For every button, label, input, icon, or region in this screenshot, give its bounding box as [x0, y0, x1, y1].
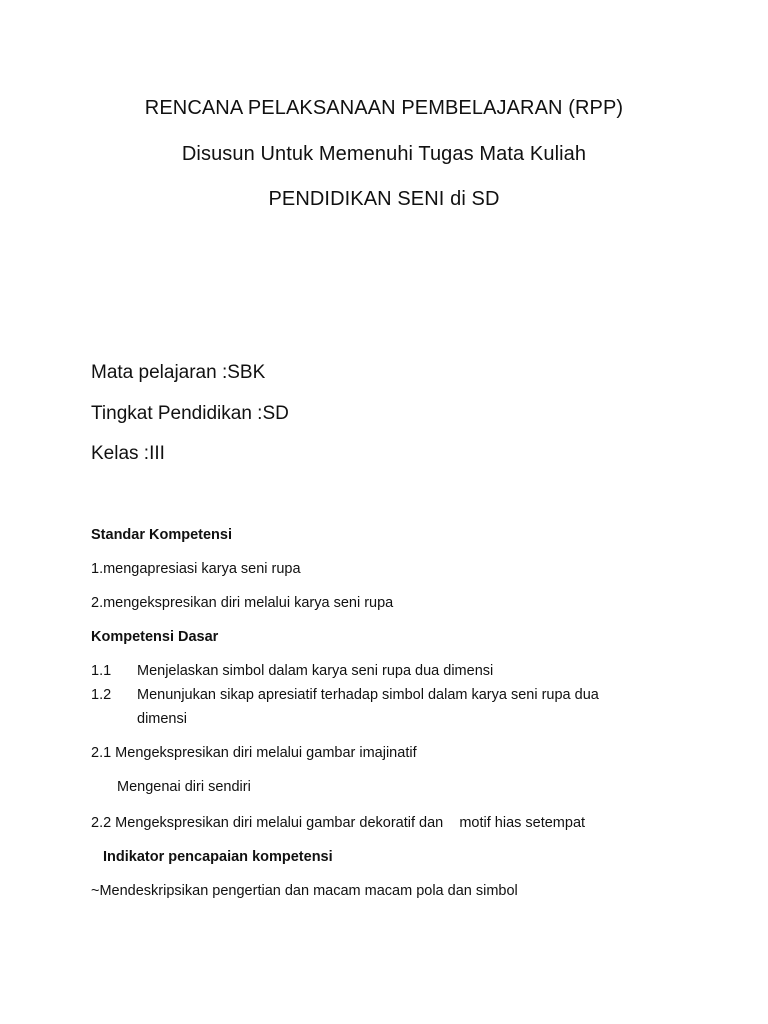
- dasar-item-1: [91, 663, 493, 679]
- dasar-item-1-number: 1.1: [91, 663, 112, 679]
- education-level-line: Tingkat Pendidikan :SD: [91, 403, 289, 424]
- document-title: RENCANA PELAKSANAAN PEMBELAJARAN (RPP): [144, 97, 624, 119]
- standar-item-2: 2.mengekspresikan diri melalui karya seni rupa: [91, 595, 394, 611]
- dasar-item-2-continuation: dimensi: [137, 711, 187, 727]
- subject-line: Mata pelajaran :SBK: [91, 362, 266, 383]
- standar-item-1: 1.mengapresiasi karya seni rupa: [91, 561, 301, 577]
- standar-kompetensi-heading: Standar Kompetensi: [91, 527, 232, 543]
- dasar-item-1-text: Menjelaskan simbol dalam karya seni rupa dua dimensi: [137, 663, 494, 679]
- course-name: PENDIDIKAN SENI di SD: [268, 188, 500, 210]
- class-line: Kelas :III: [91, 443, 165, 464]
- dasar-item-2-text: Menunjukan sikap apresiatif terhadap simbol dalam karya seni rupa dua: [137, 687, 599, 703]
- dasar-item-2-number: 1.2: [91, 687, 112, 703]
- dasar-item-2: [91, 687, 599, 703]
- document-subtitle: Disusun Untuk Memenuhi Tugas Mata Kuliah: [181, 143, 587, 165]
- kompetensi-dasar-heading: Kompetensi Dasar: [91, 629, 219, 645]
- dasar-item-3-continuation: Mengenai diri sendiri: [117, 779, 251, 795]
- indikator-item-1: ~Mendeskripsikan pengertian dan macam macam pola dan simbol: [91, 883, 518, 899]
- dasar-item-3: 2.1 Mengekspresikan diri melalui gambar imajinatif: [91, 745, 417, 761]
- dasar-item-4: 2.2 Mengekspresikan diri melalui gambar dekoratif dan motif hias setempat: [91, 815, 586, 831]
- indikator-heading: Indikator pencapaian kompetensi: [103, 849, 333, 865]
